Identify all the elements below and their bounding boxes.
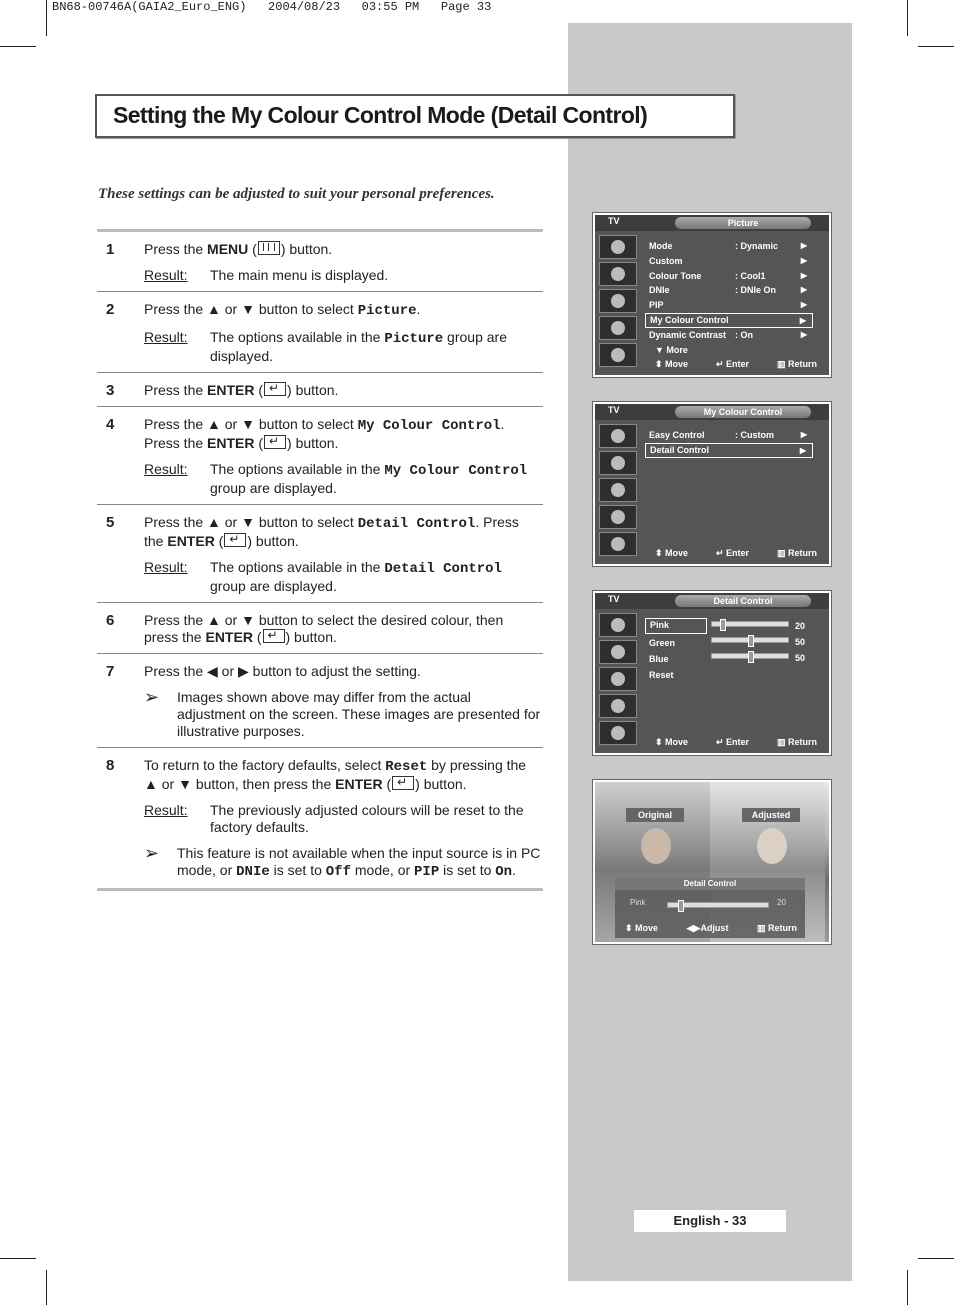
- enter-hint: ↵ Enter: [715, 548, 750, 558]
- step-8: [97, 748, 543, 888]
- pink-slider: [667, 902, 769, 908]
- enter-icon: [264, 435, 286, 449]
- step-instruction: Press the ENTER (↵ ) button.: [144, 382, 541, 399]
- result-label: Result:: [144, 267, 188, 283]
- step-number: 5: [106, 514, 115, 531]
- green-value: 50: [795, 637, 806, 647]
- adjusted-label: Adjusted: [742, 808, 800, 822]
- menu-row: Colour Tone : Cool1 ▶: [645, 269, 813, 284]
- step-instruction: Press the ▲ or ▼ button to select My Colour Control. Press the ENTER (↵ ) button.: [144, 416, 541, 452]
- result-text: The options available in the Detail Control group are displayed.: [210, 559, 502, 594]
- step-instruction: Press the ◀ or ▶ button to adjust the setting.: [144, 663, 421, 679]
- portrait-face: [757, 828, 787, 864]
- result-label: Result:: [144, 559, 188, 575]
- sound-icon: [599, 478, 637, 502]
- crop-mark: [907, 1270, 908, 1305]
- move-hint: ⬍ Move: [655, 548, 689, 558]
- setup-icon: [599, 721, 637, 745]
- arrow-right-icon: ▶: [800, 430, 807, 439]
- item-label: Pink: [630, 898, 646, 907]
- channel-icon: [599, 316, 637, 340]
- page-title-box: [95, 94, 735, 138]
- osd-title: My Colour Control: [675, 406, 811, 418]
- menu-row: Reset: [649, 670, 674, 680]
- arrow-right-icon: ▶: [800, 300, 807, 310]
- portrait-face: [641, 828, 671, 864]
- channel-icon: [599, 505, 637, 529]
- menu-row: Mode : Dynamic ▶: [645, 239, 813, 254]
- intro-text: These settings can be adjusted to suit your personal preferences.: [98, 186, 495, 202]
- arrow-right-icon: ▶: [799, 315, 806, 325]
- note-arrow-icon: ➢: [144, 687, 160, 707]
- enter-icon: [264, 382, 286, 396]
- menu-row: Blue: [649, 654, 669, 664]
- arrow-right-icon: ▶: [800, 241, 807, 250]
- sound-icon: [599, 667, 637, 691]
- osd-my-colour-control-menu: [592, 401, 832, 567]
- input-icon: [599, 424, 637, 448]
- crop-mark: [907, 0, 908, 36]
- picture-icon: [599, 640, 637, 664]
- enter-icon: [392, 776, 414, 790]
- green-slider: [711, 637, 789, 643]
- osd-title: Picture: [675, 217, 811, 229]
- step-3: [97, 373, 543, 407]
- move-hint: ⬍ Move: [625, 923, 659, 933]
- menu-row: Custom ▶: [645, 254, 813, 269]
- tv-label: TV: [608, 594, 620, 604]
- blue-slider: [711, 653, 789, 659]
- osd-title: Detail Control: [675, 595, 811, 607]
- input-icon: [599, 613, 637, 637]
- menu-row-selected: Detail Control ▶: [645, 443, 813, 458]
- step-instruction: Press the ▲ or ▼ button to select Picture.: [144, 301, 421, 319]
- adjust-panel: [615, 878, 805, 938]
- arrow-right-icon: ▶: [799, 445, 806, 455]
- step-7: [97, 654, 543, 748]
- step-instruction: To return to the factory defaults, select Reset by pressing the ▲ or ▼ button, then press the ENTER (↵ ) button.: [144, 757, 541, 793]
- step-number: 8: [106, 757, 115, 774]
- menu-row: Easy Control : Custom ▶: [645, 428, 813, 443]
- picture-icon: [599, 262, 637, 286]
- osd-detail-control-menu: [592, 590, 832, 756]
- step-number: 7: [106, 663, 115, 680]
- osd-icon-column: [597, 232, 639, 367]
- step-number: 6: [106, 612, 115, 629]
- page-title: Setting the My Colour Control Mode (Detail Control): [113, 102, 648, 128]
- arrow-right-icon: ▶: [800, 255, 807, 265]
- result-label: Result:: [144, 461, 188, 477]
- panel-footer: [625, 923, 797, 934]
- note-text: This feature is not available when the input source is in PC mode, or DNIe is set to Off mode, or PIP is set to On.: [177, 845, 541, 880]
- panel-title: Detail Control: [615, 878, 805, 890]
- osd-footer: [655, 548, 817, 561]
- pink-slider: [711, 621, 789, 627]
- more-row: ▼ More: [655, 344, 688, 355]
- return-hint: ▥ Return: [776, 737, 817, 747]
- return-hint: ▥ Return: [776, 548, 817, 558]
- step-number: 4: [106, 416, 115, 433]
- setup-icon: [599, 343, 637, 367]
- step-4: [97, 407, 543, 505]
- result-text: The options available in the My Colour Control group are displayed.: [210, 461, 528, 496]
- sound-icon: [599, 289, 637, 313]
- menu-row: Dynamic Contrast : On ▶: [645, 328, 813, 343]
- step-number: 1: [106, 241, 115, 258]
- osd-footer: [655, 359, 817, 372]
- channel-icon: [599, 694, 637, 718]
- osd-comparison: [592, 779, 832, 945]
- menu-row-selected: My Colour Control ▶: [645, 313, 813, 328]
- step-1: [97, 232, 543, 292]
- return-hint: ▥ Return: [776, 359, 817, 369]
- osd-icon-column: [597, 610, 639, 745]
- enter-icon: [224, 533, 246, 547]
- menu-icon: [258, 241, 280, 255]
- blue-value: 50: [795, 653, 806, 663]
- arrow-right-icon: ▶: [800, 329, 807, 339]
- input-icon: [599, 235, 637, 259]
- crop-mark: [918, 1258, 954, 1259]
- step-2: [97, 292, 543, 373]
- print-header: BN68-00746A(GAIA2_Euro_ENG) 2004/08/23 03:55 PM Page 33: [52, 0, 492, 14]
- menu-row: Green: [649, 638, 676, 648]
- arrow-right-icon: ▶: [800, 270, 807, 280]
- crop-mark: [0, 46, 36, 47]
- adjust-hint: ◀▶Adjust: [686, 923, 729, 933]
- step-number: 3: [106, 382, 115, 399]
- osd-picture-menu: [592, 212, 832, 378]
- setup-icon: [599, 532, 637, 556]
- step-5: [97, 505, 543, 603]
- pink-value: 20: [795, 621, 806, 631]
- step-instruction: Press the ▲ or ▼ button to select the desired colour, then press the ENTER (↵ ) button.: [144, 612, 541, 646]
- picture-icon: [599, 451, 637, 475]
- item-value: 20: [777, 898, 786, 907]
- step-instruction: Press the MENU ( ) button.: [144, 241, 333, 257]
- result-text: The main menu is displayed.: [210, 267, 389, 283]
- move-hint: ⬍ Move: [655, 359, 689, 369]
- original-label: Original: [626, 808, 684, 822]
- enter-icon: [263, 629, 285, 643]
- crop-mark: [918, 46, 954, 47]
- step-instruction: Press the ▲ or ▼ button to select Detail Control. Press the ENTER (↵ ) button.: [144, 514, 541, 550]
- menu-row: PIP ▶: [645, 298, 813, 313]
- tv-label: TV: [608, 405, 620, 415]
- move-hint: ⬍ Move: [655, 737, 689, 747]
- result-label: Result:: [144, 802, 188, 818]
- result-text: The options available in the Picture group are displayed.: [210, 329, 507, 364]
- osd-footer: [655, 737, 817, 750]
- result-text: The previously adjusted colours will be reset to the factory defaults.: [210, 802, 524, 835]
- enter-hint: ↵ Enter: [715, 359, 750, 369]
- menu-row: DNIe : DNIe On ▶: [645, 283, 813, 298]
- osd-icon-column: [597, 421, 639, 556]
- crop-mark: [46, 1270, 47, 1305]
- arrow-right-icon: ▶: [800, 285, 807, 295]
- note-arrow-icon: ➢: [144, 843, 160, 863]
- result-label: Result:: [144, 329, 188, 345]
- crop-mark: [46, 0, 47, 36]
- page-number: English - 33: [634, 1210, 786, 1232]
- step-number: 2: [106, 301, 115, 318]
- step-6: [97, 603, 543, 654]
- crop-mark: [0, 1258, 36, 1259]
- steps-list: [97, 229, 543, 891]
- note-text: Images shown above may differ from the actual adjustment on the screen. These images are presented for illustrative purposes.: [177, 689, 541, 739]
- menu-row-selected: Pink: [645, 618, 707, 634]
- tv-label: TV: [608, 216, 620, 226]
- enter-hint: ↵ Enter: [715, 737, 750, 747]
- return-hint: ▥ Return: [756, 923, 797, 933]
